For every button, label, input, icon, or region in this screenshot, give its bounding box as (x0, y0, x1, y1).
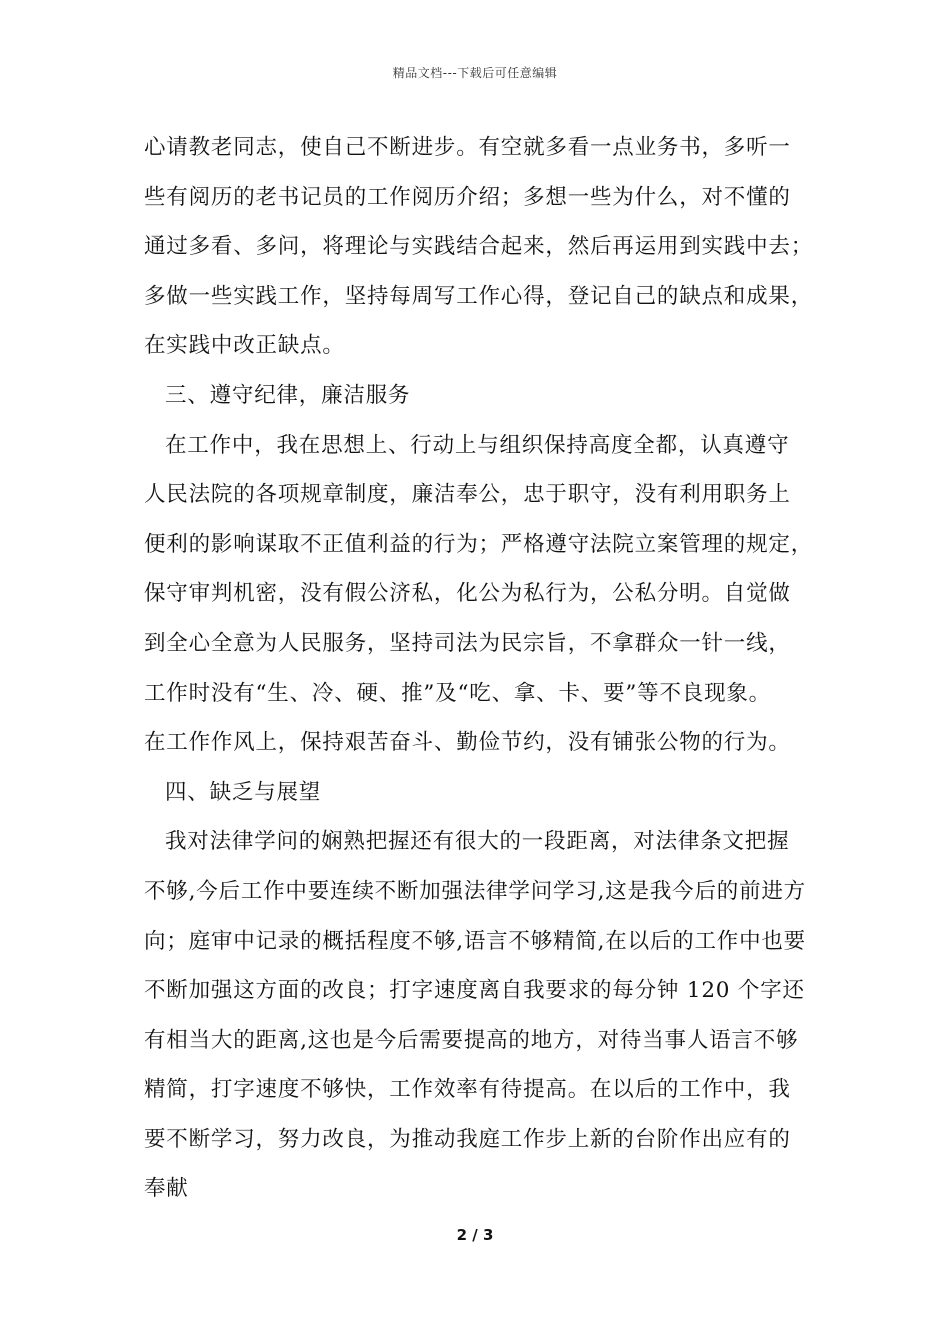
paragraph-first-line: 我对法律学问的娴熟把握还有很大的一段距离，对法律条文把握 (165, 829, 790, 855)
body-line: 到全心全意为人民服务，坚持司法为民宗旨，不拿群众一针一线， (144, 630, 791, 656)
body-line: 工作时没有“生、冷、硬、推”及“吃、拿、卡、要”等不良现象。 (144, 680, 771, 706)
body-line: 要不断学习，努力改良，为推动我庭工作步上新的台阶作出应有的 (144, 1126, 791, 1152)
body-line: 精简，打字速度不够快，工作效率有待提高。在以后的工作中，我 (144, 1077, 791, 1103)
body-line: 人民法院的各项规章制度，廉洁奉公，忠于职守，没有利用职务上 (144, 482, 791, 508)
body-line: 便利的影响谋取不正值利益的行为；严格遵守法院立案管理的规定， (144, 531, 814, 557)
section-heading-discipline: 三、遵守纪律，廉洁服务 (165, 382, 411, 408)
body-line: 些有阅历的老书记员的工作阅历介绍；多想一些为什么，对不懂的 (144, 184, 791, 210)
page-header: 精品文档---下载后可任意编辑 (392, 66, 558, 80)
body-line: 有相当大的距离,这也是今后需要提高的地方，对待当事人语言不够 (144, 1027, 799, 1053)
body-line: 保守审判机密，没有假公济私，化公为私行为，公私分明。自觉做 (144, 581, 791, 607)
document-body (144, 128, 824, 1219)
body-line: 不断加强这方面的改良；打字速度离自我要求的每分钟 120 个字还 (144, 978, 805, 1004)
section-heading-outlook: 四、缺乏与展望 (165, 779, 322, 805)
body-line: 心请教老同志，使自己不断进步。有空就多看一点业务书，多听一 (144, 135, 791, 160)
page-number: 2 / 3 (456, 1226, 494, 1244)
body-line: 通过多看、多问，将理论与实践结合起来，然后再运用到实践中去； (144, 234, 814, 260)
body-line: 在实践中改正缺点。 (144, 333, 345, 359)
body-line: 不够,今后工作中要连续不断加强法律学问学习,这是我今后的前进方 (144, 878, 806, 904)
body-line: 向；庭审中记录的概括程度不够,语言不够精简,在以后的工作中也要 (144, 928, 806, 954)
paragraph-first-line: 在工作中，我在思想上、行动上与组织保持高度全都，认真遵守 (165, 432, 790, 458)
body-line: 在工作作风上，保持艰苦奋斗、勤俭节约，没有铺张公物的行为。 (144, 730, 791, 756)
body-line: 多做一些实践工作，坚持每周写工作心得，登记自己的缺点和成果， (144, 283, 814, 309)
body-line: 奉献 (144, 1176, 189, 1202)
